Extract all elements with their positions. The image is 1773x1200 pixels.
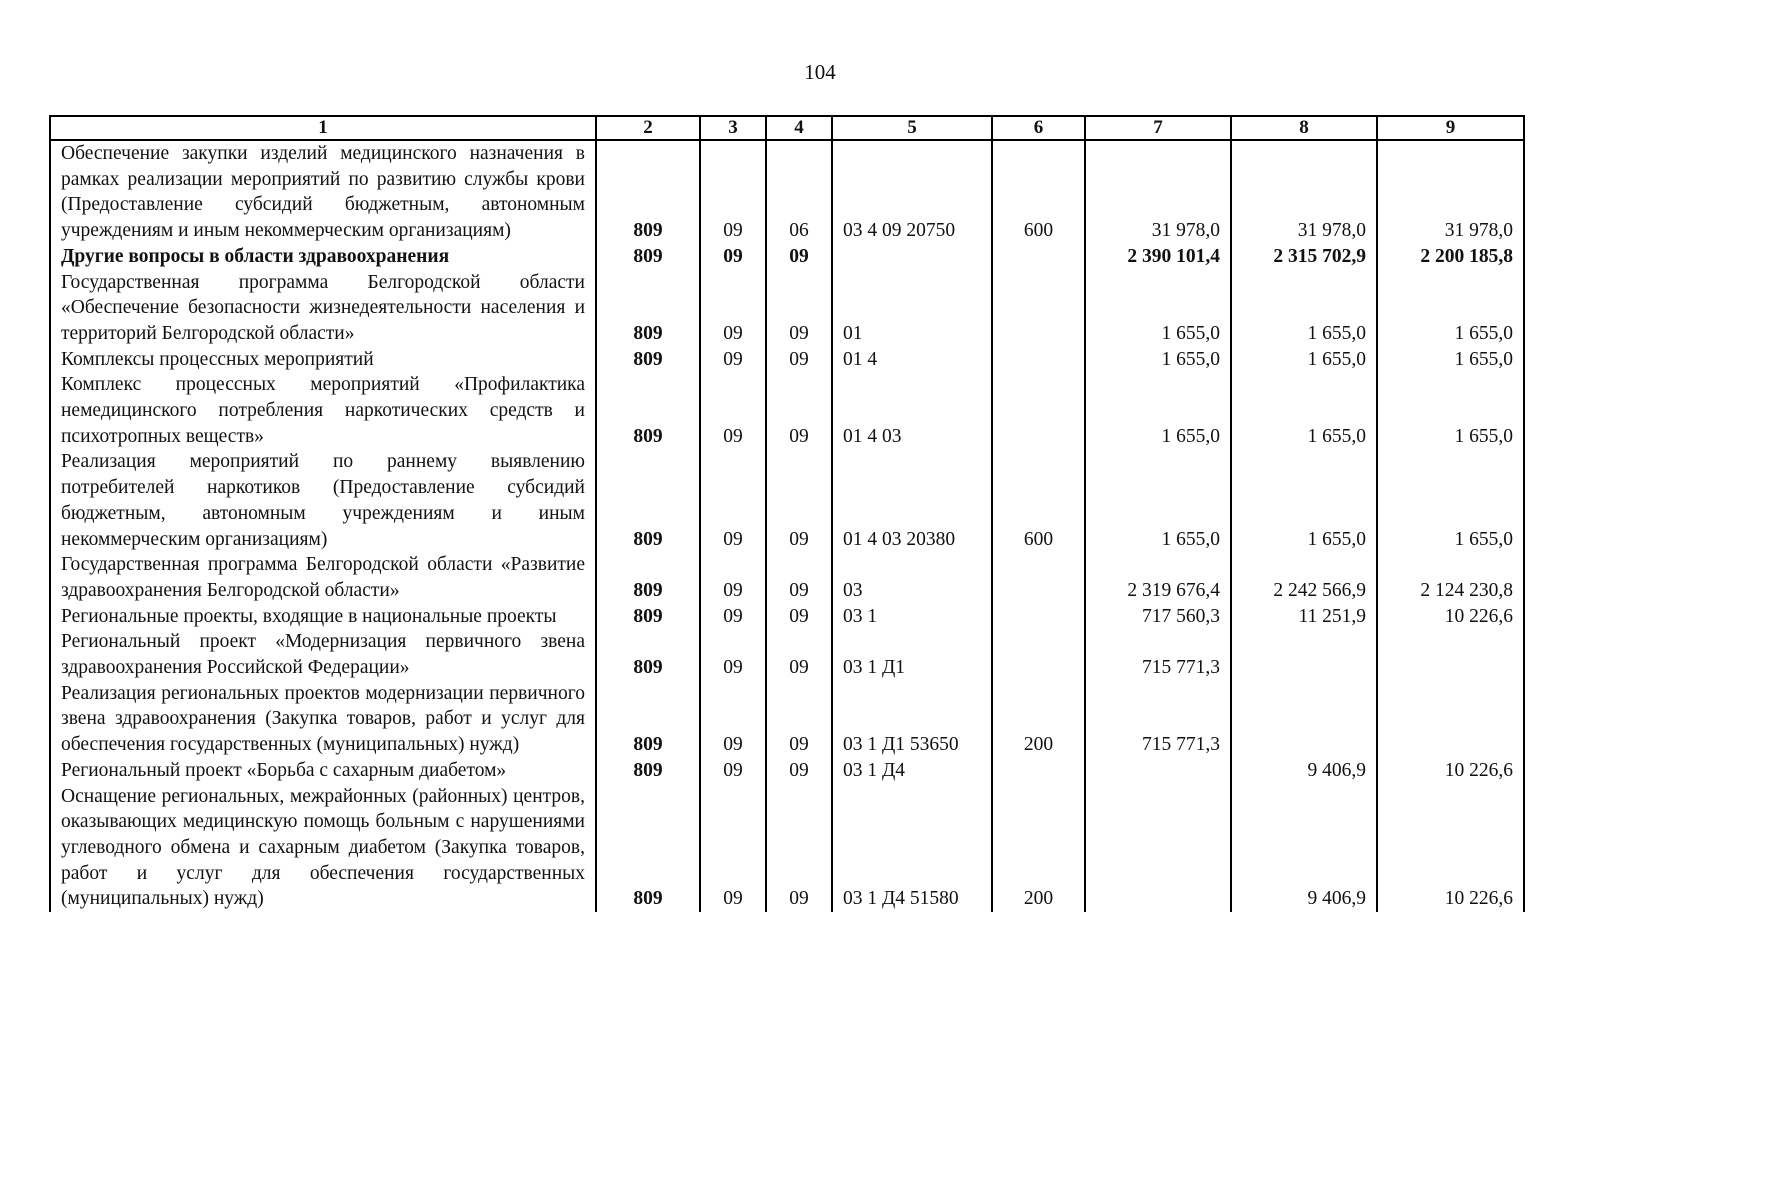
- subsection-code-cell: 09: [766, 449, 832, 552]
- target-article-cell: 03: [832, 552, 992, 603]
- amount-year1-cell: 31 978,0: [1085, 140, 1231, 244]
- column-header-4: 4: [766, 116, 832, 140]
- amount-year2-cell: [1231, 629, 1377, 680]
- amount-year1-cell: [1085, 758, 1231, 784]
- row-name-cell: Региональный проект «Модернизация первичного звена здравоохранения Российской Федерации»: [50, 629, 596, 680]
- row-name-cell: Реализация региональных проектов модернизации первичного звена здравоохранения (Закупка товаров, работ и услуг для обеспечения государственных (муниципальных) нужд): [50, 681, 596, 758]
- amount-year1-cell: 717 560,3: [1085, 604, 1231, 630]
- amount-year3-cell: 10 226,6: [1377, 604, 1524, 630]
- amount-year2-cell: 1 655,0: [1231, 372, 1377, 449]
- amount-year2-cell: 1 655,0: [1231, 347, 1377, 373]
- expense-type-cell: [992, 347, 1085, 373]
- amount-year2-cell: 2 242 566,9: [1231, 552, 1377, 603]
- subsection-code-cell: 09: [766, 270, 832, 347]
- row-name-cell: Региональные проекты, входящие в национальные проекты: [50, 604, 596, 630]
- table-row: [50, 552, 1524, 603]
- section-code-cell: 09: [700, 681, 766, 758]
- section-code-cell: 09: [700, 552, 766, 603]
- row-name-cell: Государственная программа Белгородской области «Обеспечение безопасности жизнедеятельности населения и территорий Белгородской области»: [50, 270, 596, 347]
- table-row: [50, 140, 1524, 244]
- ministry-code-cell: 809: [596, 244, 700, 270]
- ministry-code-cell: 809: [596, 604, 700, 630]
- amount-year1-cell: [1085, 784, 1231, 913]
- amount-year1-cell: 715 771,3: [1085, 629, 1231, 680]
- ministry-code-cell: 809: [596, 270, 700, 347]
- amount-year3-cell: 1 655,0: [1377, 270, 1524, 347]
- expense-type-cell: [992, 604, 1085, 630]
- header-row: [50, 116, 1524, 140]
- row-name-cell: Государственная программа Белгородской области «Развитие здравоохранения Белгородской области»: [50, 552, 596, 603]
- expense-type-cell: [992, 552, 1085, 603]
- table-row: [50, 347, 1524, 373]
- amount-year3-cell: 10 226,6: [1377, 784, 1524, 913]
- budget-table: [49, 115, 1525, 912]
- section-code-cell: 09: [700, 140, 766, 244]
- ministry-code-cell: 809: [596, 372, 700, 449]
- amount-year3-cell: [1377, 629, 1524, 680]
- column-header-6: 6: [992, 116, 1085, 140]
- expense-type-cell: [992, 629, 1085, 680]
- column-header-9: 9: [1377, 116, 1524, 140]
- amount-year2-cell: 9 406,9: [1231, 758, 1377, 784]
- section-code-cell: 09: [700, 758, 766, 784]
- expense-type-cell: 600: [992, 449, 1085, 552]
- row-name-cell: Комплексы процессных мероприятий: [50, 347, 596, 373]
- table-body: [50, 140, 1524, 912]
- target-article-cell: 03 4 09 20750: [832, 140, 992, 244]
- subsection-code-cell: 09: [766, 244, 832, 270]
- ministry-code-cell: 809: [596, 629, 700, 680]
- amount-year2-cell: 1 655,0: [1231, 449, 1377, 552]
- expense-type-cell: 200: [992, 681, 1085, 758]
- amount-year2-cell: [1231, 681, 1377, 758]
- amount-year1-cell: 1 655,0: [1085, 270, 1231, 347]
- column-header-1: 1: [50, 116, 596, 140]
- subsection-code-cell: 09: [766, 784, 832, 913]
- table-row: [50, 681, 1524, 758]
- amount-year2-cell: 11 251,9: [1231, 604, 1377, 630]
- section-code-cell: 09: [700, 270, 766, 347]
- row-name-cell: Другие вопросы в области здравоохранения: [50, 244, 596, 270]
- subsection-code-cell: 09: [766, 629, 832, 680]
- amount-year3-cell: 1 655,0: [1377, 372, 1524, 449]
- target-article-cell: 01: [832, 270, 992, 347]
- section-code-cell: 09: [700, 347, 766, 373]
- subsection-code-cell: 06: [766, 140, 832, 244]
- amount-year1-cell: 1 655,0: [1085, 347, 1231, 373]
- amount-year3-cell: 2 200 185,8: [1377, 244, 1524, 270]
- row-name-cell: Оснащение региональных, межрайонных (районных) центров, оказывающих медицинскую помощь больным с нарушениями углеводного обмена и сахарным диабетом (Закупка товаров, работ и услуг для обеспечения государственных (муниципальных) нужд): [50, 784, 596, 913]
- table-row: [50, 604, 1524, 630]
- amount-year1-cell: 2 319 676,4: [1085, 552, 1231, 603]
- amount-year3-cell: 31 978,0: [1377, 140, 1524, 244]
- amount-year1-cell: 2 390 101,4: [1085, 244, 1231, 270]
- subsection-code-cell: 09: [766, 604, 832, 630]
- amount-year3-cell: 1 655,0: [1377, 449, 1524, 552]
- section-code-cell: 09: [700, 372, 766, 449]
- table-row: [50, 784, 1524, 913]
- subsection-code-cell: 09: [766, 758, 832, 784]
- amount-year1-cell: 1 655,0: [1085, 449, 1231, 552]
- expense-type-cell: [992, 758, 1085, 784]
- amount-year2-cell: 2 315 702,9: [1231, 244, 1377, 270]
- amount-year3-cell: 2 124 230,8: [1377, 552, 1524, 603]
- amount-year1-cell: 1 655,0: [1085, 372, 1231, 449]
- target-article-cell: 03 1: [832, 604, 992, 630]
- ministry-code-cell: 809: [596, 784, 700, 913]
- table-row: [50, 629, 1524, 680]
- subsection-code-cell: 09: [766, 681, 832, 758]
- table-row: [50, 449, 1524, 552]
- target-article-cell: 01 4 03: [832, 372, 992, 449]
- ministry-code-cell: 809: [596, 681, 700, 758]
- column-header-3: 3: [700, 116, 766, 140]
- row-name-cell: Обеспечение закупки изделий медицинского назначения в рамках реализации мероприятий по развитию службы крови (Предоставление субсидий бюджетным, автономным учреждениям и иным некоммерческим организациям): [50, 140, 596, 244]
- table-row: [50, 270, 1524, 347]
- column-header-7: 7: [1085, 116, 1231, 140]
- target-article-cell: 03 1 Д4 51580: [832, 784, 992, 913]
- expense-type-cell: 200: [992, 784, 1085, 913]
- column-header-5: 5: [832, 116, 992, 140]
- section-code-cell: 09: [700, 244, 766, 270]
- row-name-cell: Реализация мероприятий по раннему выявлению потребителей наркотиков (Предоставление субсидий бюджетным, автономным учреждениям и иным некоммерческим организациям): [50, 449, 596, 552]
- section-code-cell: 09: [700, 629, 766, 680]
- expense-type-cell: [992, 270, 1085, 347]
- target-article-cell: [832, 244, 992, 270]
- subsection-code-cell: 09: [766, 552, 832, 603]
- expense-type-cell: [992, 244, 1085, 270]
- expense-type-cell: 600: [992, 140, 1085, 244]
- column-header-2: 2: [596, 116, 700, 140]
- table-row: [50, 244, 1524, 270]
- amount-year1-cell: 715 771,3: [1085, 681, 1231, 758]
- amount-year3-cell: 10 226,6: [1377, 758, 1524, 784]
- row-name-cell: Региональный проект «Борьба с сахарным диабетом»: [50, 758, 596, 784]
- section-code-cell: 09: [700, 604, 766, 630]
- ministry-code-cell: 809: [596, 347, 700, 373]
- ministry-code-cell: 809: [596, 140, 700, 244]
- ministry-code-cell: 809: [596, 552, 700, 603]
- target-article-cell: 03 1 Д4: [832, 758, 992, 784]
- amount-year3-cell: 1 655,0: [1377, 347, 1524, 373]
- target-article-cell: 01 4: [832, 347, 992, 373]
- section-code-cell: 09: [700, 784, 766, 913]
- ministry-code-cell: 809: [596, 758, 700, 784]
- row-name-cell: Комплекс процессных мероприятий «Профилактика немедицинского потребления наркотических средств и психотропных веществ»: [50, 372, 596, 449]
- amount-year2-cell: 31 978,0: [1231, 140, 1377, 244]
- page-number: 104: [804, 60, 836, 84]
- amount-year3-cell: [1377, 681, 1524, 758]
- target-article-cell: 01 4 03 20380: [832, 449, 992, 552]
- ministry-code-cell: 809: [596, 449, 700, 552]
- table-row: [50, 758, 1524, 784]
- amount-year2-cell: 9 406,9: [1231, 784, 1377, 913]
- amount-year2-cell: 1 655,0: [1231, 270, 1377, 347]
- subsection-code-cell: 09: [766, 372, 832, 449]
- expense-type-cell: [992, 372, 1085, 449]
- table-row: [50, 372, 1524, 449]
- target-article-cell: 03 1 Д1 53650: [832, 681, 992, 758]
- section-code-cell: 09: [700, 449, 766, 552]
- subsection-code-cell: 09: [766, 347, 832, 373]
- column-header-8: 8: [1231, 116, 1377, 140]
- target-article-cell: 03 1 Д1: [832, 629, 992, 680]
